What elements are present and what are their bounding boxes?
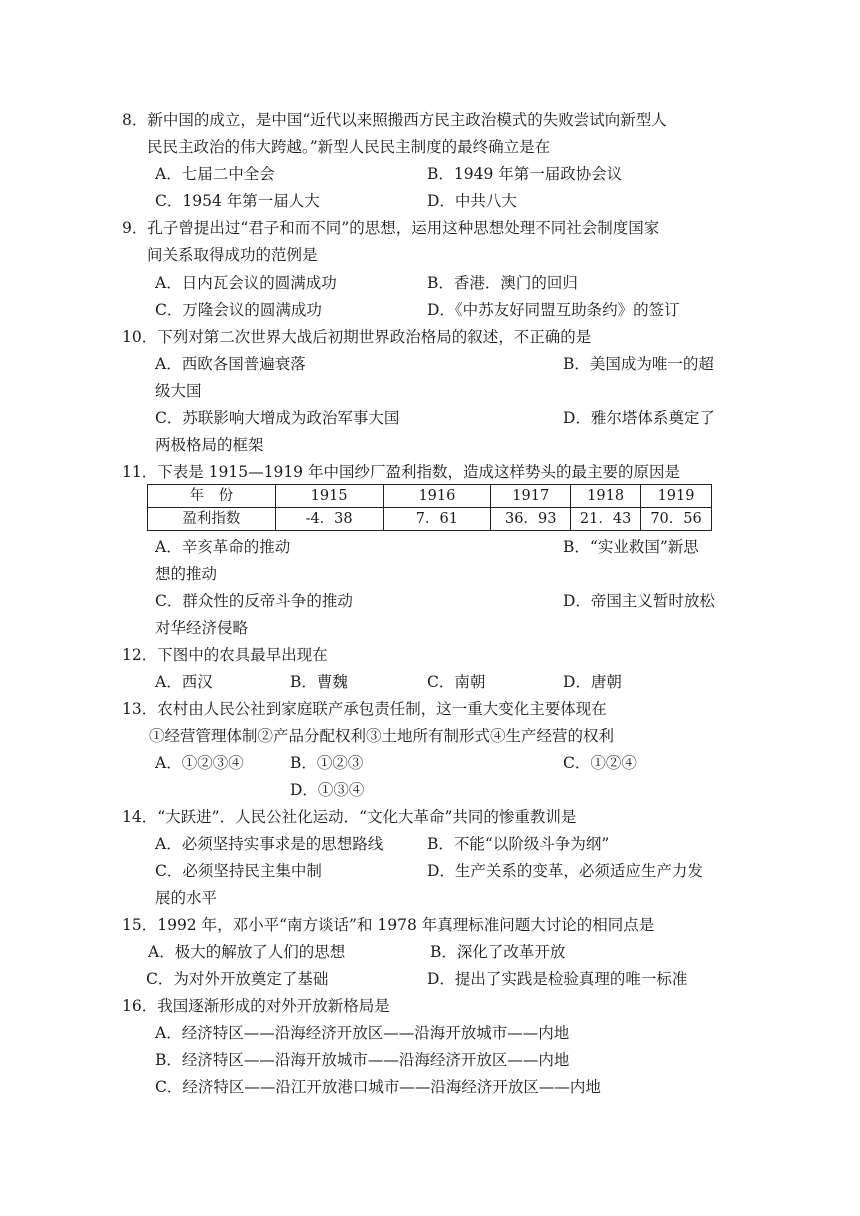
q15-option-d: D．提出了实践是检验真理的唯一标准 — [427, 970, 688, 988]
q10-option-b-line2: 级大国 — [155, 382, 202, 400]
q10-option-c: C．苏联影响大增成为政治军事大国 — [155, 409, 400, 427]
table-header-cell: 1915 — [275, 485, 383, 508]
q11-option-c: C．群众性的反帝斗争的推动 — [155, 592, 353, 610]
q13-option-c: C．①②④ — [563, 754, 637, 772]
q12-stem: 12．下图中的农具最早出现在 — [122, 646, 328, 664]
q13-option-b: B．①②③ — [290, 754, 364, 772]
q10-stem: 10．下列对第二次世界大战后初期世界政治格局的叙述，不正确的是 — [122, 328, 592, 346]
table-row — [148, 485, 712, 508]
q13-option-a: A．①②③④ — [155, 754, 244, 772]
q12-option-c: C．南朝 — [427, 673, 486, 691]
q12-option-a: A．西汉 — [155, 673, 213, 691]
q16-option-c: C．经济特区——沿江开放港口城市——沿海经济开放区——内地 — [155, 1078, 601, 1096]
q8-stem-line1: 8．新中国的成立，是中国“近代以来照搬西方民主政治模式的失败尝试向新型人 — [122, 111, 667, 129]
q15-option-c: C．为对外开放奠定了基础 — [146, 970, 329, 988]
table-cell: 21．43 — [571, 508, 641, 531]
q11-option-b-line1: B．“实业救国”新思 — [563, 538, 699, 556]
q10-option-d-line1: D．雅尔塔体系奠定了 — [563, 409, 715, 427]
q10-option-d-line2: 两极格局的框架 — [155, 436, 264, 454]
table-header-cell: 1919 — [641, 485, 712, 508]
q8-option-a: A．七届二中全会 — [155, 165, 275, 183]
q14-option-c: C．必须坚持民主集中制 — [155, 862, 322, 880]
table-header-cell: 年 份 — [148, 485, 276, 508]
table-row — [148, 508, 712, 531]
table-header-cell: 1917 — [491, 485, 571, 508]
q14-option-d-line2: 展的水平 — [155, 889, 218, 907]
q13-stem-line1: 13．农村由人民公社到家庭联产承包责任制，这一重大变化主要体现在 — [122, 700, 607, 718]
q14-option-a: A．必须坚持实事求是的思想路线 — [155, 835, 384, 853]
q11-stem: 11．下表是 1915—1919 年中国纱厂盈利指数，造成这样势头的最主要的原因是 — [122, 463, 680, 481]
q8-option-b: B．1949 年第一届政协会议 — [427, 165, 623, 183]
q10-option-b-line1: B．美国成为唯一的超 — [563, 355, 714, 373]
q16-stem: 16．我国逐渐形成的对外开放新格局是 — [122, 997, 390, 1015]
q12-option-b: B．曹魏 — [290, 673, 348, 691]
q16-option-a: A．经济特区——沿海经济开放区——沿海开放城市——内地 — [155, 1024, 570, 1042]
table-header-cell: 1918 — [571, 485, 641, 508]
q12-option-d: D．唐朝 — [563, 673, 622, 691]
table-cell: 盈利指数 — [148, 508, 276, 531]
q10-option-a: A．西欧各国普遍衰落 — [155, 355, 306, 373]
profit-index-table — [147, 484, 712, 531]
q15-option-a: A．极大的解放了人们的思想 — [148, 943, 346, 961]
table-cell: 70．56 — [641, 508, 712, 531]
q11-option-d-line2: 对华经济侵略 — [155, 619, 249, 637]
q13-stem-line2: ①经营管理体制②产品分配权利③土地所有制形式④生产经营的权利 — [149, 727, 615, 745]
q14-option-d-line1: D．生产关系的变革，必须适应生产力发 — [427, 862, 703, 880]
q13-option-d: D．①③④ — [290, 781, 365, 799]
table-cell: -4．38 — [275, 508, 383, 531]
q15-option-b: B．深化了改革开放 — [430, 943, 566, 961]
q9-stem-line2: 间关系取得成功的范例是 — [147, 246, 318, 264]
q9-option-b: B．香港．澳门的回归 — [427, 274, 578, 292]
q9-stem-line1: 9．孔子曾提出过“君子和而不同”的思想，运用这种思想处理不同社会制度国家 — [122, 219, 660, 237]
q9-option-a: A．日内瓦会议的圆满成功 — [155, 274, 337, 292]
q16-option-b: B．经济特区——沿海开放城市——沿海经济开放区——内地 — [155, 1051, 570, 1069]
table-header-cell: 1916 — [383, 485, 491, 508]
q11-option-a: A．辛亥革命的推动 — [155, 538, 291, 556]
q8-stem-line2: 民民主政治的伟大跨越。”新型人民民主制度的最终确立是在 — [147, 138, 551, 156]
q8-option-c: C．1954 年第一届人大 — [155, 192, 320, 210]
q11-option-d-line1: D．帝国主义暂时放松 — [563, 592, 715, 610]
table-cell: 36．93 — [491, 508, 571, 531]
table-cell: 7．61 — [383, 508, 491, 531]
q14-option-b: B．不能“以阶级斗争为纲” — [427, 835, 610, 853]
q8-option-d: D．中共八大 — [427, 192, 517, 210]
q15-stem: 15．1992 年，邓小平“南方谈话”和 1978 年真理标准问题大讨论的相同点是 — [122, 916, 655, 934]
q9-option-c: C．万隆会议的圆满成功 — [155, 301, 322, 319]
q9-option-d: D．《中苏友好同盟互助条约》的签订 — [427, 301, 680, 319]
q14-stem: 14．“大跃进”．人民公社化运动．“文化大革命”共同的惨重教训是 — [122, 808, 577, 826]
q11-option-b-line2: 想的推动 — [155, 565, 218, 583]
